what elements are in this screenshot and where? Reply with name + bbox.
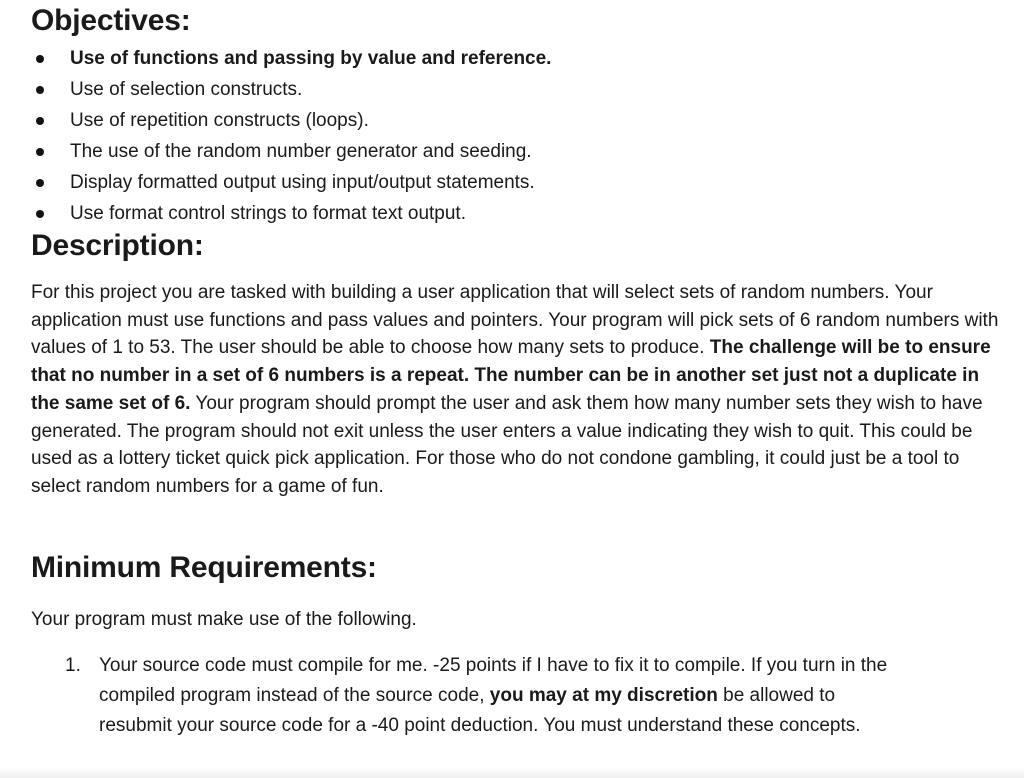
objectives-heading: Objectives: xyxy=(31,4,191,37)
bullet-icon xyxy=(36,117,44,125)
bullet-icon xyxy=(36,210,44,218)
requirement-text-part: be allowed to resubmit your source code for a -40 point deduction. You must understand these concepts. xyxy=(99,685,861,736)
description-heading: Description: xyxy=(31,229,204,262)
description-paragraph xyxy=(31,279,1006,501)
objective-text: Use of repetition constructs (loops). xyxy=(70,110,369,131)
bullet-icon xyxy=(36,148,44,156)
requirements-heading: Minimum Requirements: xyxy=(31,551,377,584)
objective-text: Display formatted output using input/output statements. xyxy=(70,172,535,193)
bullet-icon xyxy=(36,179,44,187)
objective-text: Use of functions and passing by value and reference. xyxy=(70,48,552,69)
objective-text: Use format control strings to format text output. xyxy=(70,203,466,224)
objective-item xyxy=(0,167,1024,198)
requirement-text-part: Your source code must compile for me. -25 points if I have to fix it to compile. If you turn in the compiled program instead of the source code, xyxy=(99,655,888,706)
requirement-number: 1. xyxy=(65,655,81,676)
objective-item xyxy=(0,74,1024,105)
objective-item xyxy=(0,136,1024,167)
requirement-emphasis: you may at my discretion xyxy=(489,685,718,706)
objective-text: Use of selection constructs. xyxy=(70,79,303,100)
objective-item xyxy=(0,198,1024,229)
objective-item xyxy=(0,43,1024,74)
description-emphasis: The challenge will be to ensure that no number in a set of 6 numbers is a repeat. The number can be in another set just not a duplicate in the same set of 6. xyxy=(31,337,991,414)
objective-item xyxy=(0,105,1024,136)
requirement-text xyxy=(99,651,889,741)
description-text: For this project you are tasked with building a user application that will select sets of random numbers. Your application must use functions and pass values and pointers. Your program will pick sets of 6 random numbers with values of 1 to 53. The user should be able to choose how many sets to produce. xyxy=(31,282,999,359)
description-text: Your program should prompt the user and ask them how many number sets they wish to have generated. The program should not exit unless the user enters a value indicating they wish to quit. This could be used as a lottery ticket quick pick application. For those who do not condone gambling, it could just be a tool to select random numbers for a game of fun. xyxy=(31,392,983,497)
objectives-list xyxy=(0,43,1024,229)
bullet-icon xyxy=(36,55,44,63)
requirements-intro: Your program must make use of the following. xyxy=(31,609,417,630)
page-bottom-fade xyxy=(0,768,1024,778)
objective-text: The use of the random number generator and seeding. xyxy=(70,141,532,162)
bullet-icon xyxy=(36,86,44,94)
